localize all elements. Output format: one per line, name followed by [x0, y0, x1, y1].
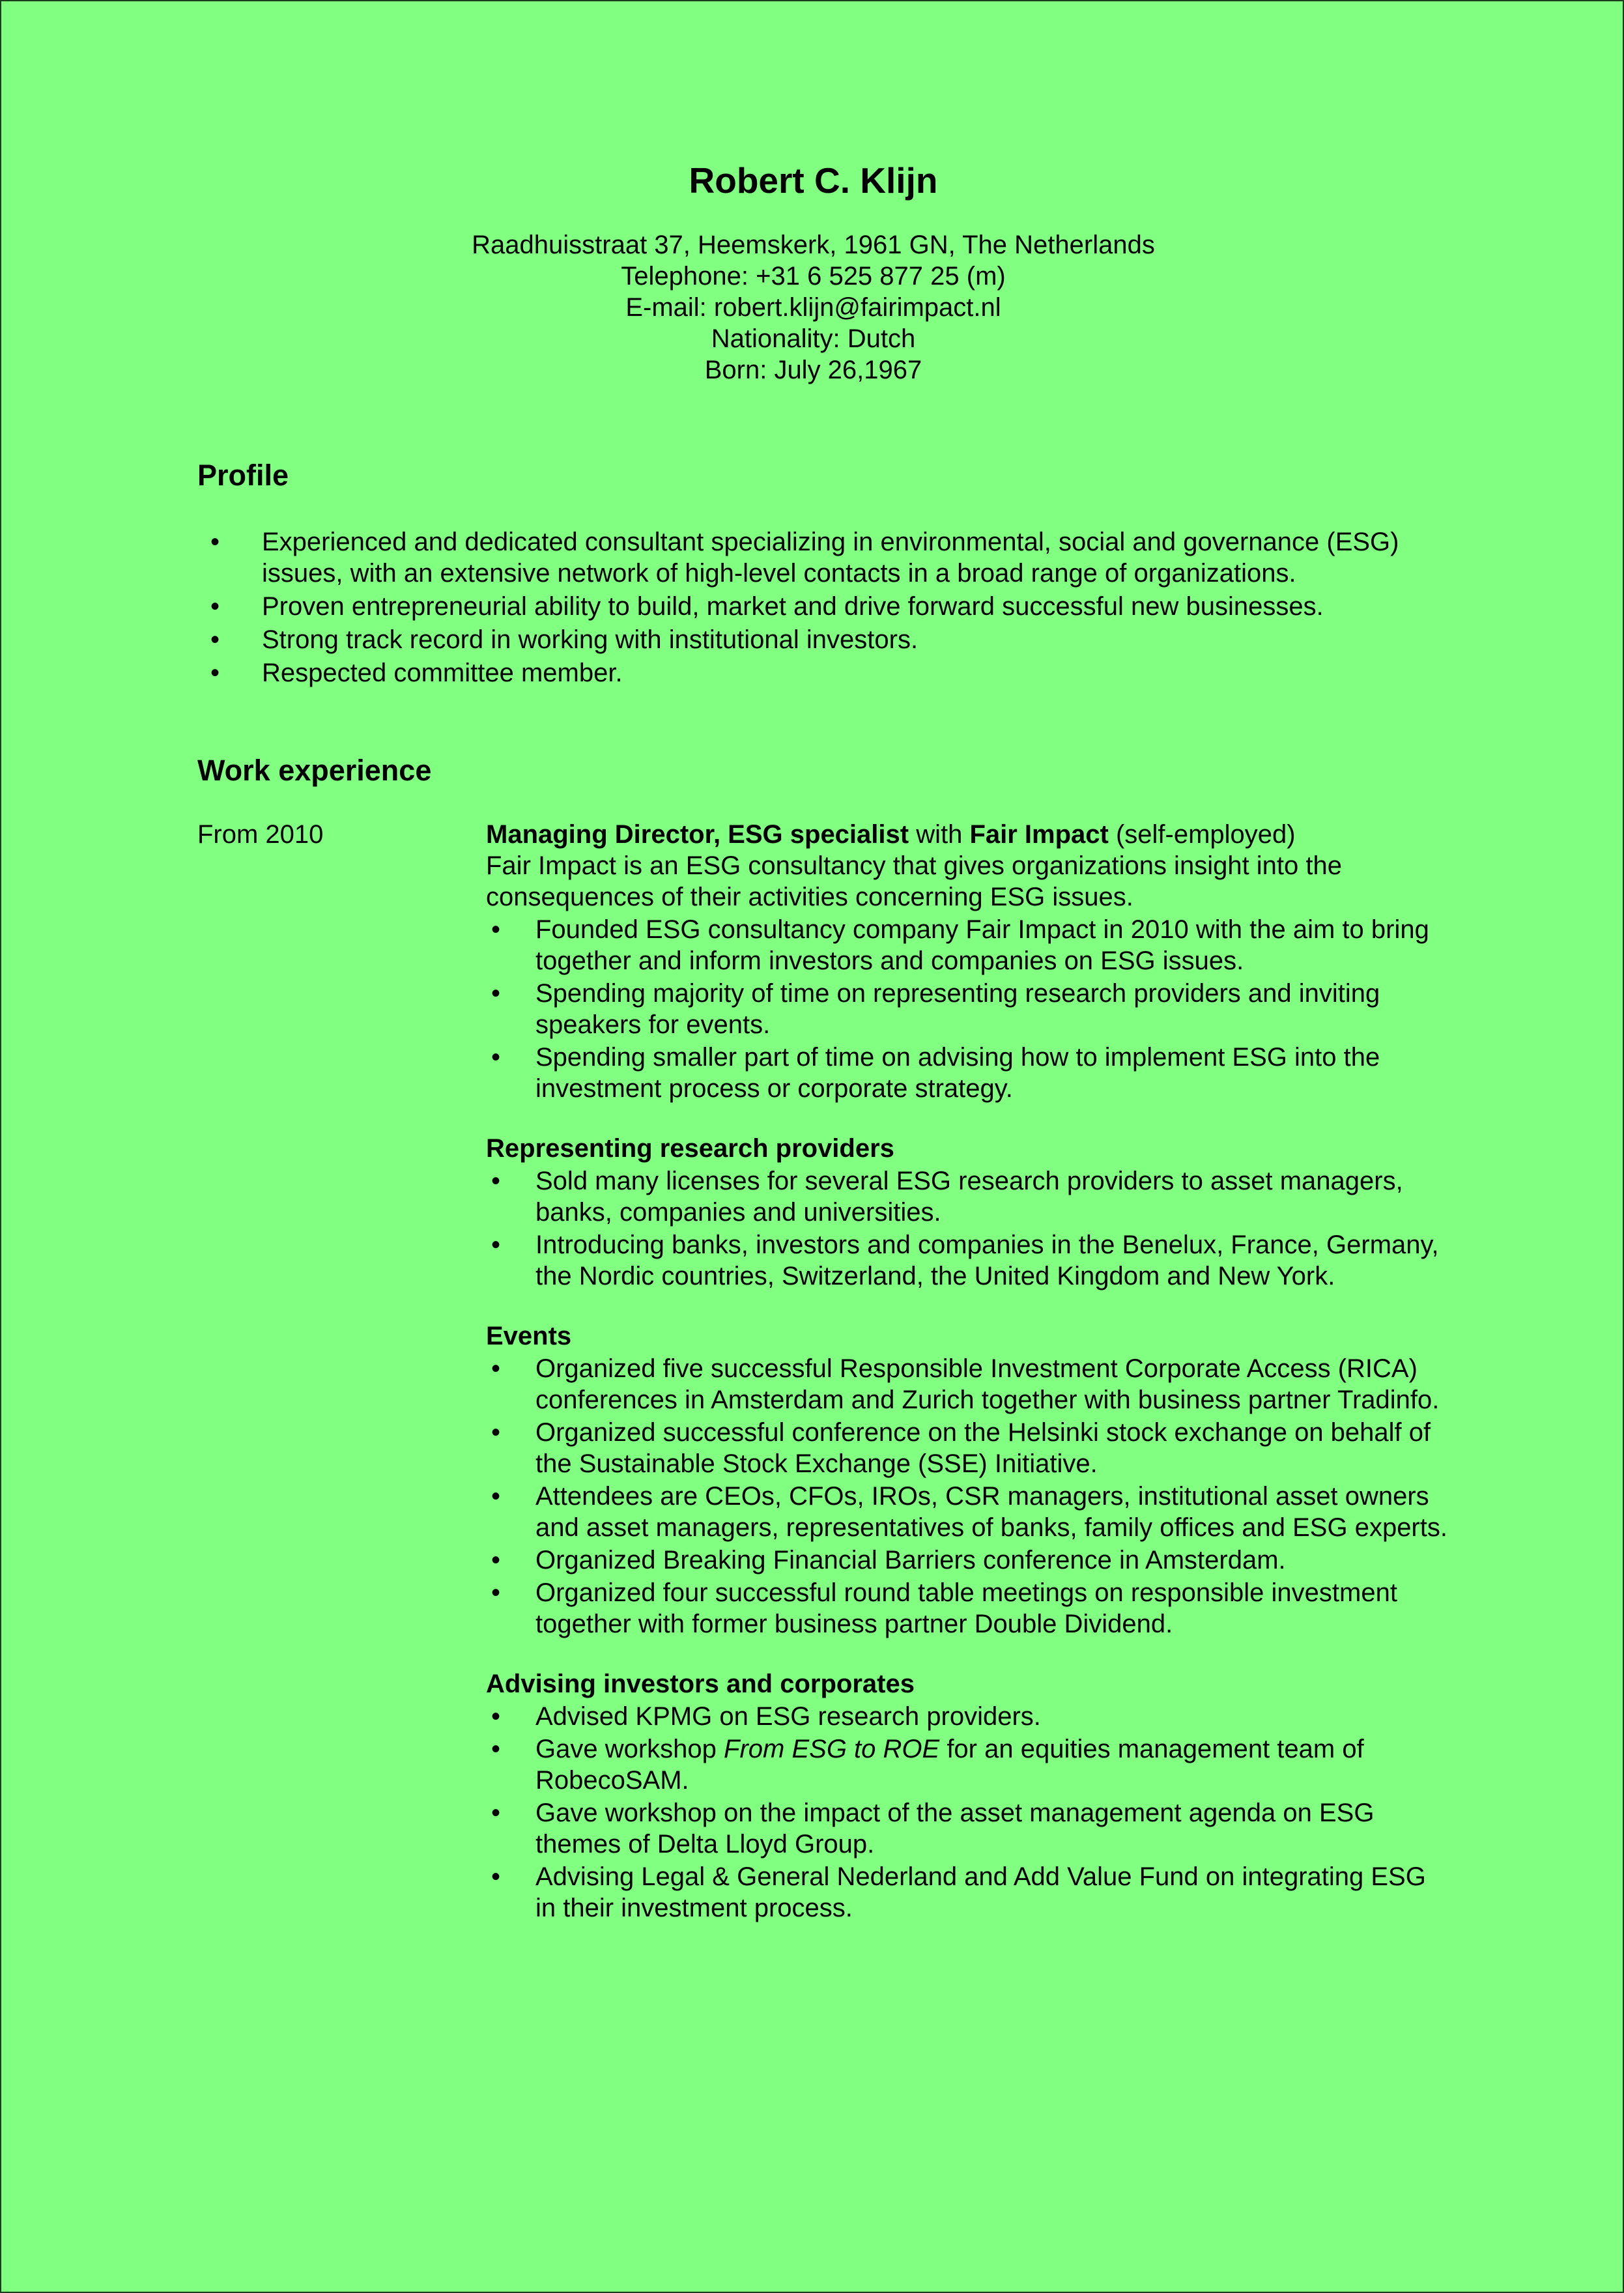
list-item: • Attendees are CEOs, CFOs, IROs, CSR managers, institutional asset owners and asset managers, representatives of banks, family offices and ESG experts. [486, 1481, 1450, 1543]
research-heading: Representing research providers [486, 1134, 894, 1163]
work-experience-heading: Work experience [197, 754, 432, 787]
profile-item: • Proven entrepreneurial ability to build, market and drive forward successful new businesses. [197, 591, 1474, 622]
telephone: Telephone: +31 6 525 877 25 (m) [621, 262, 1006, 291]
research-list [486, 1165, 1450, 1292]
workshop-text-pre: Gave workshop [535, 1735, 724, 1763]
list-item [486, 1733, 1450, 1796]
list-item: • Advised KPMG on ESG research providers. [486, 1701, 1450, 1732]
person-name: Robert C. Klijn [689, 160, 938, 201]
list-item: • Gave workshop on the impact of the asset management agenda on ESG themes of Delta Lloyd Group. [486, 1797, 1450, 1860]
list-item: • Sold many licenses for several ESG research providers to asset managers, banks, companies and universities. [486, 1165, 1450, 1228]
profile-item: • Strong track record in working with institutional investors. [197, 624, 1474, 655]
job-title-line [486, 819, 1450, 850]
advising-heading: Advising investors and corporates [486, 1670, 915, 1698]
address: Raadhuisstraat 37, Heemskerk, 1961 GN, The Netherlands [472, 231, 1155, 259]
job-highlights [486, 914, 1450, 1104]
birth-date: Born: July 26,1967 [704, 356, 922, 384]
job-company: Fair Impact [969, 820, 1109, 849]
workshop-text-post: for an equities management team of RobecoSAM. [535, 1735, 1364, 1795]
email: E-mail: robert.klijn@fairimpact.nl [625, 293, 1001, 322]
job-employment: (self-employed) [1108, 820, 1296, 849]
job-role: Managing Director, ESG specialist [486, 820, 909, 849]
job-period: From 2010 [197, 820, 324, 849]
list-item: • Introducing banks, investors and companies in the Benelux, France, Germany, the Nordic countries, Switzerland, the United Kingdom and New York. [486, 1229, 1450, 1292]
profile-list [197, 526, 1474, 691]
job-with: with [909, 820, 970, 849]
profile-heading: Profile [197, 459, 289, 492]
list-item: • Organized successful conference on the Helsinki stock exchange on behalf of the Sustainable Stock Exchange (SSE) Initiative. [486, 1417, 1450, 1479]
list-item: • Organized four successful round table meetings on responsible investment together with former business partner Double Dividend. [486, 1577, 1450, 1640]
list-item: • Organized Breaking Financial Barriers conference in Amsterdam. [486, 1545, 1450, 1576]
events-list [486, 1353, 1450, 1640]
workshop-title: From ESG to ROE [724, 1735, 940, 1763]
events-heading: Events [486, 1322, 572, 1350]
profile-item: • Experienced and dedicated consultant specializing in environmental, social and governance (ESG) issues, with an extensive network of high-level contacts in a broad range of organizations. [197, 526, 1474, 589]
profile-item: • Respected committee member. [197, 657, 1474, 689]
job-description: Fair Impact is an ESG consultancy that gives organizations insight into the consequences of their activities concerning ESG issues. [486, 851, 1343, 911]
list-item: • Spending majority of time on representing research providers and inviting speakers for events. [486, 978, 1450, 1040]
list-item: • Spending smaller part of time on advising how to implement ESG into the investment process or corporate strategy. [486, 1042, 1450, 1104]
list-item: • Advising Legal & General Nederland and Add Value Fund on integrating ESG in their investment process. [486, 1861, 1450, 1924]
resume-header [1, 156, 1624, 386]
nationality: Nationality: Dutch [711, 324, 916, 353]
advising-list [486, 1701, 1450, 1924]
list-item: • Organized five successful Responsible Investment Corporate Access (RICA) conferences in Amsterdam and Zurich together with business partner Tradinfo. [486, 1353, 1450, 1416]
contact-block [1, 229, 1624, 386]
list-item: • Founded ESG consultancy company Fair Impact in 2010 with the aim to bring together and inform investors and companies on ESG issues. [486, 914, 1450, 976]
job-entry [486, 819, 1450, 1924]
